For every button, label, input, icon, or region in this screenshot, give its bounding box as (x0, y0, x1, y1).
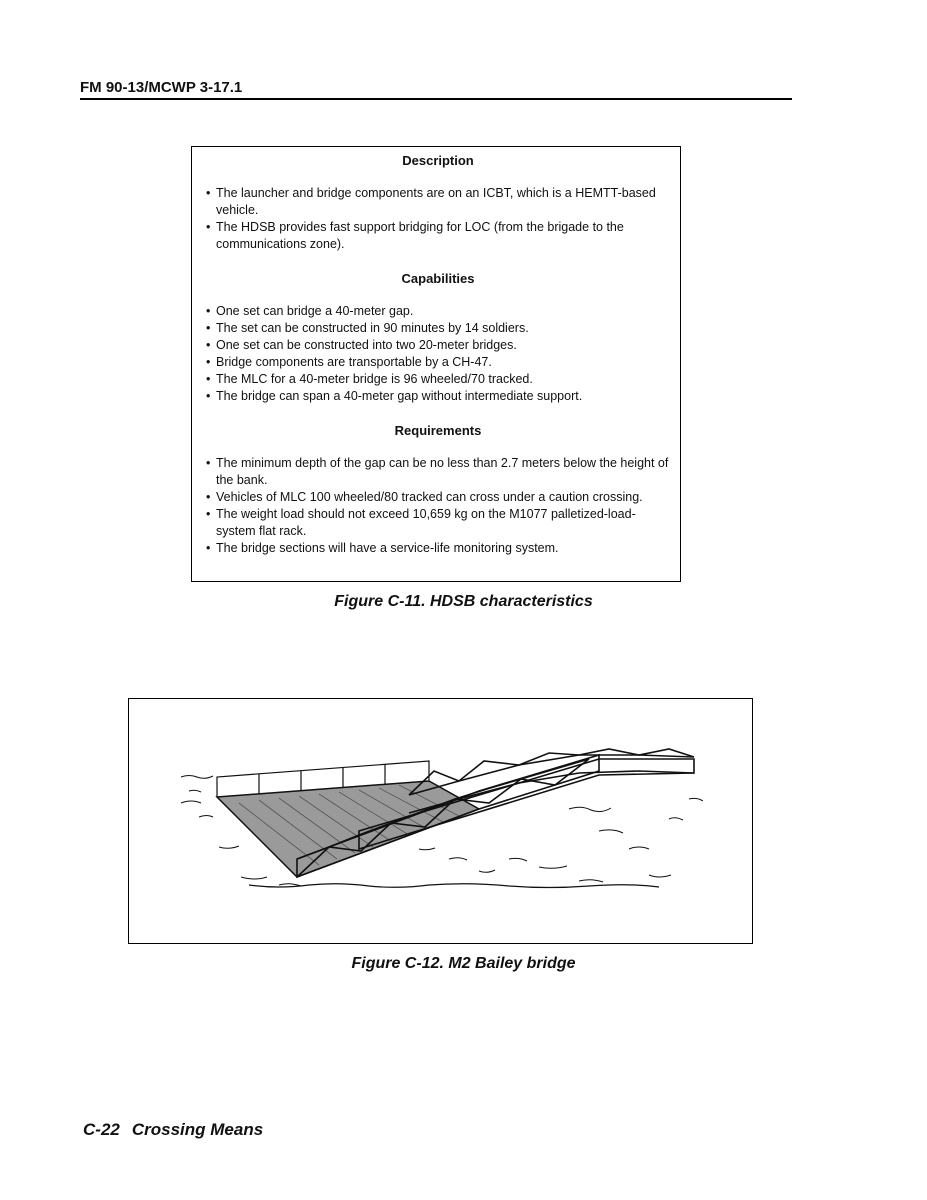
requirements-heading: Requirements (394, 423, 482, 438)
figure-c11-caption: Figure C-11. HDSB characteristics (334, 593, 593, 610)
capabilities-list (206, 303, 670, 405)
document-number: FM 90-13/MCWP 3-17.1 (80, 79, 243, 96)
bailey-bridge-illustration (129, 699, 754, 945)
bailey-bridge-figure (128, 698, 753, 944)
capabilities-heading: Capabilities (401, 271, 475, 286)
description-heading: Description (402, 153, 474, 168)
description-list (206, 185, 670, 253)
list-item: • The bridge sections will have a service-life monitoring system. (206, 540, 670, 557)
list-item: • Bridge components are transportable by a CH-47. (206, 354, 670, 371)
list-item: • The set can be constructed in 90 minutes by 14 soldiers. (206, 320, 670, 337)
requirements-list (206, 455, 670, 557)
section-title: Crossing Means (131, 1120, 264, 1139)
list-item: • The MLC for a 40-meter bridge is 96 wheeled/70 tracked. (206, 371, 670, 388)
list-item: • The launcher and bridge components are on an ICBT, which is a HEMTT-based vehicle. (206, 185, 670, 219)
list-item: • One set can bridge a 40-meter gap. (206, 303, 670, 320)
list-item: • The minimum depth of the gap can be no less than 2.7 meters below the height of the bank. (206, 455, 670, 489)
list-item: • One set can be constructed into two 20-meter bridges. (206, 337, 670, 354)
list-item: • The HDSB provides fast support bridging for LOC (from the brigade to the communications zone). (206, 219, 670, 253)
figure-c12-caption: Figure C-12. M2 Bailey bridge (351, 955, 576, 972)
list-item: • Vehicles of MLC 100 wheeled/80 tracked can cross under a caution crossing. (206, 489, 670, 506)
running-header (80, 79, 792, 100)
list-item: • The bridge can span a 40-meter gap without intermediate support. (206, 388, 670, 405)
hdsb-characteristics-box (191, 146, 681, 582)
page-footer (83, 1120, 263, 1140)
page-number: C-22 (83, 1120, 120, 1139)
list-item: • The weight load should not exceed 10,659 kg on the M1077 palletized-load-system flat rack. (206, 506, 670, 540)
